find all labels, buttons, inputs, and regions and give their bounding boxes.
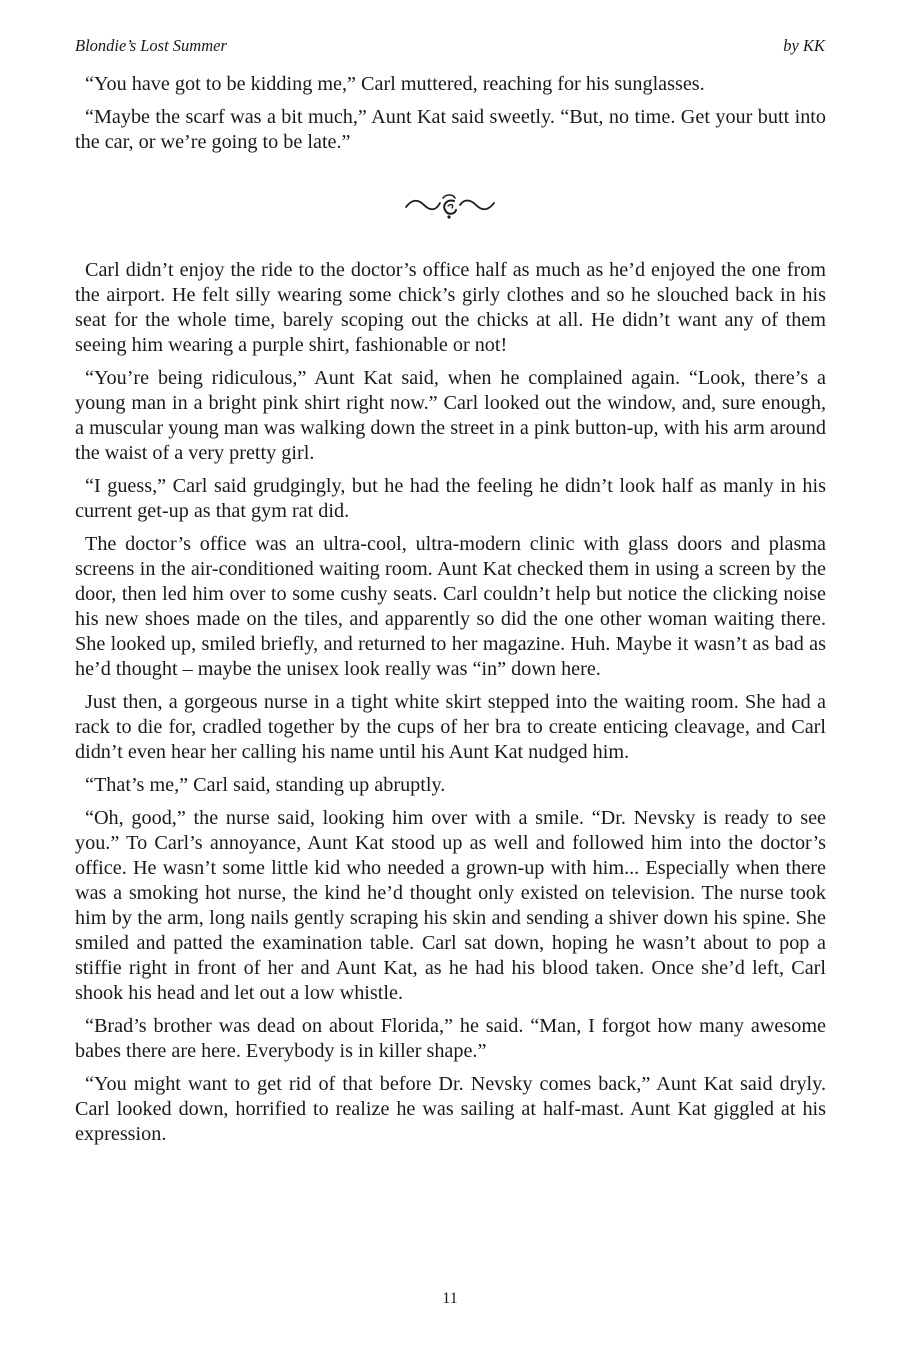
paragraph: Carl didn’t enjoy the ride to the doctor’s office half as much as he’d enjoyed the one from the airport. He felt silly wearing some chick’s girly clothes and so he slouched back in his seat for the whole time, barely scoping out the chicks at all. He didn’t want any of them seeing him wearing a purple shirt, fashionable or not! [75, 259, 826, 356]
text-block-main [75, 258, 826, 1147]
book-title: Blondie’s Lost Summer [75, 36, 227, 55]
paragraph: The doctor’s office was an ultra-cool, ultra-modern clinic with glass doors and plasma screens in the air-conditioned waiting room. Aunt Kat checked them in using a screen by the door, then led him over to some cushy seats. Carl couldn’t help but notice the clicking noise his new shoes made on the tiles, and apparently so did the one other woman waiting there. She looked up, smiled briefly, and returned to her magazine. Huh. Maybe it wasn’t as bad as he’d thought – maybe the unisex look really was “in” down here. [75, 533, 826, 680]
paragraph: “Oh, good,” the nurse said, looking him over with a smile. “Dr. Nevsky is ready to see you.” To Carl’s annoyance, Aunt Kat stood up as well and followed him into the doctor’s office. He wasn’t some little kid who needed a grown-up with him... Especially when there was a smoking hot nurse, the kind he’d thought only existed on television. The nurse took him by the arm, long nails gently scraping his skin and sending a shiver down his spine. She smiled and patted the examination table. Carl sat down, hoping he wasn’t about to pop a stiffie right in front of her and Aunt Kat, as he had his blood taken. Once she’d left, Carl shook his head and let out a low whistle. [75, 807, 826, 1004]
paragraph: “You’re being ridiculous,” Aunt Kat said, when he complained again. “Look, there’s a young man in a bright pink shirt right now.” Carl looked out the window, and, sure enough, a muscular young man was walking down the street in a pink button-up, with his arm around the waist of a very pretty girl. [75, 367, 826, 464]
paragraph: “Maybe the scarf was a bit much,” Aunt Kat said sweetly. “But, no time. Get your butt into the car, or we’re going to be late.” [75, 106, 826, 153]
paragraph: “That’s me,” Carl said, standing up abruptly. [85, 774, 446, 796]
paragraph: “I guess,” Carl said grudgingly, but he had the feeling he didn’t look half as manly in his current get-up as that gym rat did. [75, 475, 826, 522]
book-author: by KK [783, 36, 825, 55]
paragraph: “You have got to be kidding me,” Carl muttered, reaching for his sunglasses. [85, 73, 705, 95]
paragraph: “Brad’s brother was dead on about Florida,” he said. “Man, I forgot how many awesome babes there are here. Everybody is in killer shape.” [75, 1015, 826, 1062]
scene-break-ornament [0, 186, 900, 226]
paragraph: “You might want to get rid of that before Dr. Nevsky comes back,” Aunt Kat said dryly. Carl looked down, horrified to realize he was sailing at half-mast. Aunt Kat giggled at his expression. [75, 1073, 826, 1145]
scene-break-flourish-icon [402, 209, 498, 226]
text-block-top [75, 72, 826, 155]
paragraph: Just then, a gorgeous nurse in a tight white skirt stepped into the waiting room. She had a rack to die for, cradled together by the cups of her bra to create enticing cleavage, and Carl didn’t even hear her calling his name until his Aunt Kat nudged him. [75, 691, 826, 763]
page-number: 11 [442, 1290, 458, 1307]
